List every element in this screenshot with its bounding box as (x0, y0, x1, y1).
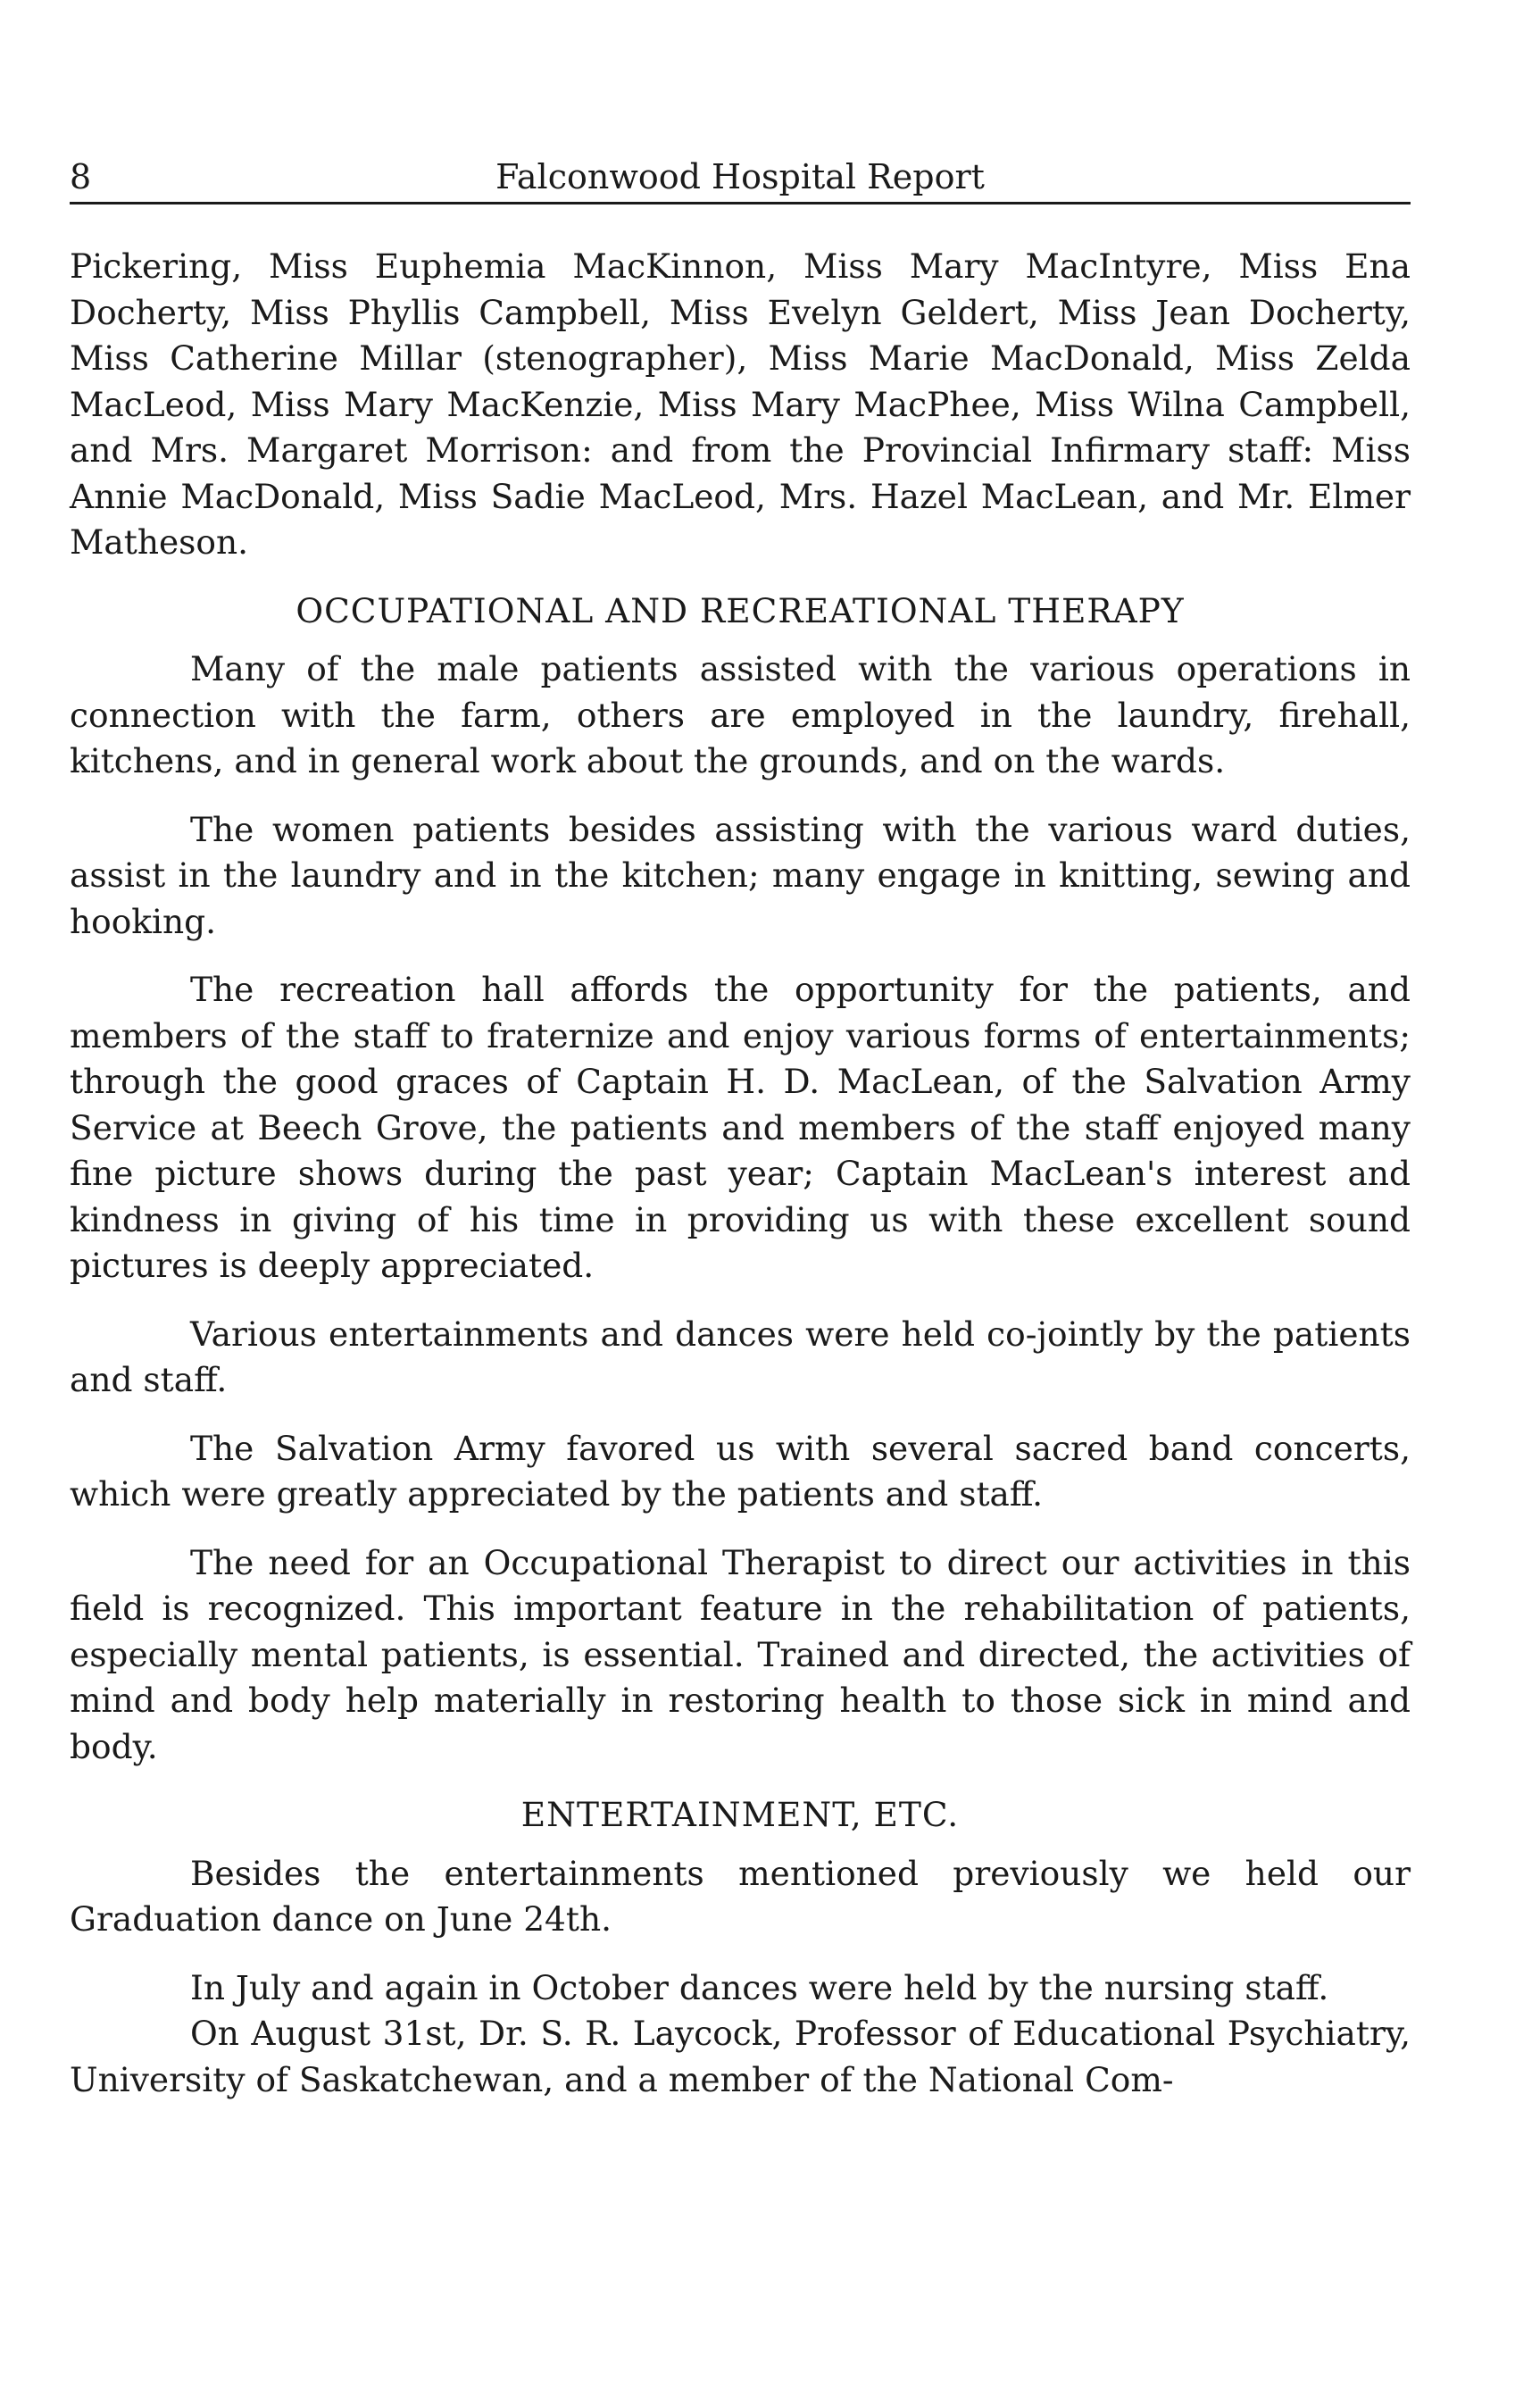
paragraph-staff-list: Pickering, Miss Euphemia MacKinnon, Miss Mary MacIntyre, Miss Ena Docherty, Miss Phyllis Campbell, Miss Evelyn Geldert, Miss Jean Docherty, Miss Catherine Millar (stenographer), Miss Marie MacDonald, Miss Zelda MacLeod, Miss Mary MacKenzie, Miss Mary MacPhee, Miss Wilna Campbell, and Mrs. Margaret Morrison: and from the Provincial Infirmary staff: Miss Annie MacDonald, Miss Sadie MacLeod, Mrs. Hazel MacLean, and Mr. Elmer Matheson. (70, 246, 1411, 562)
section-heading-entertainment: ENTERTAINMENT, ETC. (520, 1795, 960, 1834)
page-header (70, 152, 1411, 204)
running-title: Falconwood Hospital Report (495, 157, 985, 196)
paragraph-women-patients: The women patients besides assisting with the various ward duties, assist in the laundry and in the kitchen; many engage in knitting, sewing and hooking. (70, 809, 1411, 941)
paragraph-recreation-hall: The recreation hall affords the opportunity for the patients, and members of the staff to fraternize and enjoy various forms of entertainments; through the good graces of Captain H. D. MacLean, of the Salvation Army Service at Beech Grove, the patients and members of the staff enjoyed many fine picture shows during the past year; Captain MacLean's interest and kindness in giving of his time in providing us with these excellent sound pictures is deeply appreciated. (70, 970, 1411, 1285)
paragraph-salvation-army: The Salvation Army favored us with several sacred band concerts, which were greatly appreciated by the patients and staff. (70, 1428, 1411, 1514)
page-number: 8 (70, 157, 92, 196)
paragraph-occupational-therapist: The need for an Occupational Therapist to direct our activities in this field is recognized. This important feature in the rehabilitation of patients, especially mental patients, is essential. Trained and directed, the activities of mind and body help materially in restoring health to those sick in mind and body. (70, 1542, 1411, 1766)
document-page (70, 152, 1411, 2125)
paragraph-male-patients: Many of the male patients assisted with the various operations in connection with the farm, others are employed in the laundry, firehall, kitchens, and in general work about the grounds, and on the wards. (70, 649, 1411, 780)
document-body (70, 244, 1411, 2103)
paragraph-laycock: On August 31st, Dr. S. R. Laycock, Professor of Educational Psychiatry, University of Saskatchewan, and a member of the National Com- (70, 2014, 1411, 2099)
paragraph-graduation-dance: Besides the entertainments mentioned previously we held our Graduation dance on June 24th. (70, 1853, 1411, 1939)
paragraph-nursing-dances: In July and again in October dances were held by the nursing staff. (190, 1967, 1329, 2007)
paragraph-entertainments-dances: Various entertainments and dances were held co-jointly by the patients and staff. (70, 1314, 1411, 1399)
section-heading-occupational: OCCUPATIONAL AND RECREATIONAL THERAPY (296, 590, 1185, 630)
